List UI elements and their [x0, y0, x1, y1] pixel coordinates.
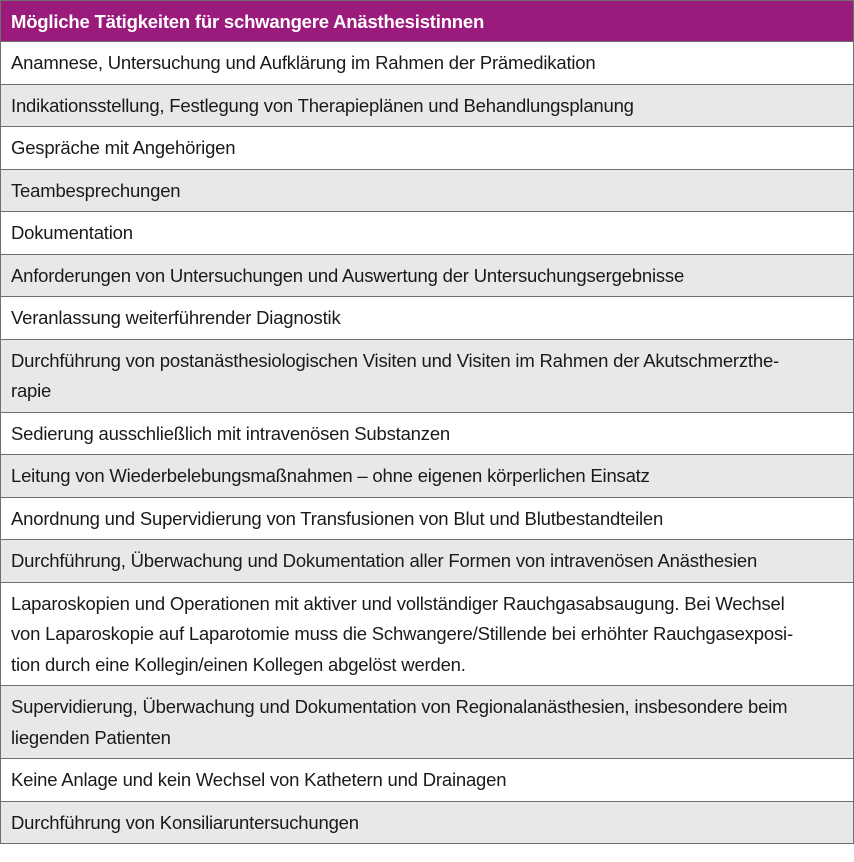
table-row [1, 170, 853, 213]
table-row [1, 255, 853, 298]
table-row [1, 686, 853, 759]
row-text-line: Durchführung, Überwachung und Dokumentation aller Formen von intravenösen Anästhesien [11, 550, 758, 571]
table-header: Mögliche Tätigkeiten für schwangere Anästhesistinnen [1, 0, 853, 42]
row-text-line: Anordnung und Supervidierung von Transfusionen von Blut und Blutbestandteilen [11, 507, 664, 529]
row-text-line: Supervidierung, Überwachung und Dokumentation von Regionalanästhesien, insbesondere beim [11, 696, 788, 717]
table-row [1, 297, 853, 340]
row-text-line: Anforderungen von Untersuchungen und Auswertung der Untersuchungsergebnisse [11, 264, 685, 286]
table-row [1, 85, 853, 128]
row-text-line: Teambesprechungen [11, 179, 181, 201]
table-row [1, 212, 853, 255]
row-text-line: Gespräche mit Angehörigen [11, 137, 236, 158]
row-text-line: Keine Anlage und kein Wechsel von Kathetern und Drainagen [11, 769, 507, 790]
table-row [1, 42, 853, 85]
row-text-line: Durchführung von Konsiliaruntersuchungen [11, 811, 359, 833]
row-text-line: rapie [11, 380, 52, 401]
row-text-line: Sedierung ausschließlich mit intravenösen Substanzen [11, 422, 450, 444]
table-body [1, 42, 853, 844]
row-text-line: Durchführung von postanästhesiologischen Visiten und Visiten im Rahmen der Akutschmerzthe- [11, 349, 780, 371]
row-text-line: tion durch eine Kollegin/einen Kollegen abgelöst werden. [11, 653, 466, 675]
row-text-line: liegenden Patienten [11, 726, 171, 748]
row-text-line: Laparoskopien und Operationen mit aktiver und vollständiger Rauchgasabsaugung. Bei Wechsel [11, 592, 785, 614]
table-row [1, 583, 853, 687]
table-row [1, 413, 853, 456]
table-row [1, 802, 853, 845]
row-text-line: Dokumentation [11, 222, 133, 243]
row-text-line: von Laparoskopie auf Laparotomie muss die Schwangere/Stillende bei erhöhter Rauchgasexposi- [11, 623, 793, 644]
table-row [1, 498, 853, 541]
row-text-line: Leitung von Wiederbelebungsmaßnahmen – ohne eigenen körperlichen Einsatz [11, 465, 650, 486]
row-text-line: Indikationsstellung, Festlegung von Therapieplänen und Behandlungsplanung [11, 94, 634, 116]
table-row [1, 455, 853, 498]
row-text-line: Veranlassung weiterführender Diagnostik [11, 307, 341, 328]
table-row [1, 340, 853, 413]
row-text-line: Anamnese, Untersuchung und Aufklärung im Rahmen der Prämedikation [11, 52, 596, 73]
table-row [1, 127, 853, 170]
table-row [1, 540, 853, 583]
table-row [1, 759, 853, 802]
